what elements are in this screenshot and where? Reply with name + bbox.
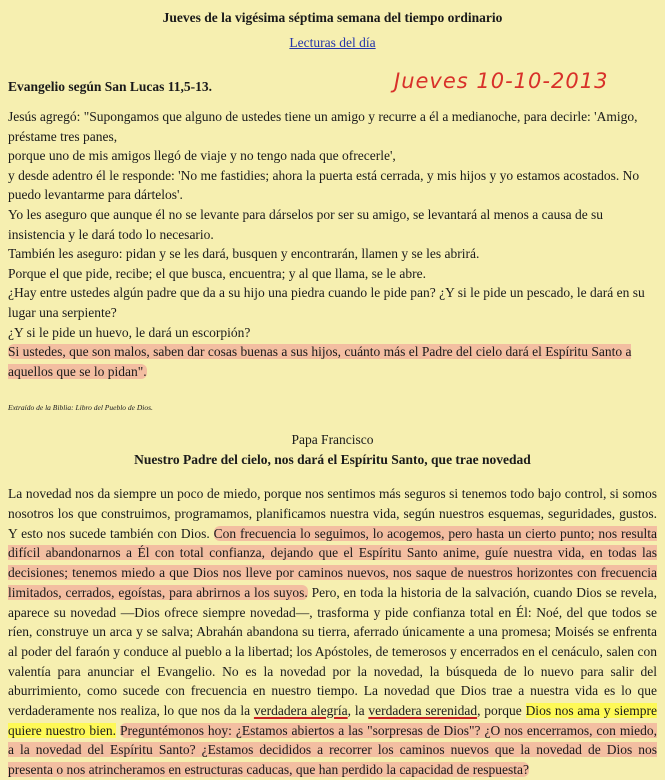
homily-segment: , la (347, 703, 369, 719)
homily-title: Nuestro Padre del cielo, nos dará el Espíritu Santo, que trae novedad (134, 452, 531, 468)
yellow-highlight: Dios nos ama y siempre quiere nuestro bien. (8, 703, 657, 738)
page-title: Jueves de la vigésima séptima semana del tiempo ordinario (162, 10, 503, 25)
gospel-line: Porque el que pide, recibe; el que busca, encuentra; y al que llama, se le abre. (8, 265, 426, 281)
source-note: Extraído de la Biblia: Libro del Pueblo de Dios. (8, 403, 153, 413)
readings-link[interactable]: Lecturas del día (289, 35, 376, 50)
gospel-header (8, 69, 657, 97)
gospel-highlighted-line (8, 342, 657, 381)
gospel-line: ¿Hay entre ustedes algún padre que da a su hijo una piedra cuando le pide pan? ¿Y si le pide un pescado, le dará en su lugar una serpiente? (8, 285, 645, 320)
gospel-line: y desde adentro él le responde: 'No me fastidies; ahora la puerta está cerrada, y mis hijos y yo estamos acostados. No puedo levantarme para dártelos'. (8, 167, 640, 203)
homily-segment: Pero, en toda la historia de la salvación, cuando Dios se revela, aparece su novedad —Dios ofrece siempre novedad—, trasforma y pide confianza total en Él: Noé, del que todos se ríen, construye un arca y se salva; Abrahán abandona su tierra, aferrado únicamente a una promesa; Moisés se enfrenta al poder del faraón y conduce al pueblo a la libertad; los Apóstoles, de temerosos y encerrados en el cenáculo, salen con valentía para anunciar el Evangelio. No es la novedad por la novedad, la búsqueda de lo nuevo para salir del aburrimiento, como sucede con frecuencia en nuestro tiempo. La novedad que Dios trae a nuestra vida es lo que verdaderamente nos realiza, lo que nos da la (8, 584, 658, 719)
homily-author: Papa Francisco (291, 432, 374, 448)
red-underline: verdadera alegría (253, 703, 348, 719)
gospel-line: Jesús agregó: "Supongamos que alguno de ustedes tiene un amigo y recurre a él a medianoche, para decirle: 'Amigo, préstame tres panes, (8, 109, 638, 144)
gospel-line: ¿Y si le pide un huevo, le dará un escorpión? (8, 324, 251, 340)
handwritten-date-annotation: Jueves 10-10-2013 (394, 69, 609, 93)
readings-link-container (8, 35, 657, 51)
homily-segment: , porque (477, 703, 526, 719)
gospel-text (8, 107, 657, 381)
gospel-line: Yo les aseguro que aunque él no se levante para dárselos por ser su amigo, se levantará al menos a causa de su insistencia y le dará todo lo necesario. (8, 206, 604, 242)
pink-highlight: Preguntémonos hoy: ¿Estamos abiertos a las "sorpresas de Dios"? ¿O nos encerramos, con miedo, a la novedad del Espíritu Santo? ¿Estamos decididos a recorrer los caminos nuevos que la novedad de Dios nos presenta o nos atrincheramos en estructuras caducas, que han perdido la capacidad de respuesta? (8, 722, 657, 778)
gospel-line: porque uno de mis amigos llegó de viaje y no tengo nada que ofrecerle', (8, 148, 396, 164)
gospel-line: También les aseguro: pidan y se les dará, busquen y encontrarán, llamen y se les abrirá. (8, 246, 480, 262)
gospel-title: Evangelio según San Lucas 11,5-13. (8, 79, 213, 94)
red-underline: verdadera serenidad (368, 703, 478, 719)
pink-highlight: Con frecuencia lo seguimos, lo acogemos, pero hasta un cierto punto; nos resulta difícil abandonarnos a Él con total confianza, dejando que el Espíritu Santo anime, guíe nuestra vida, en todas las decisiones; tenemos miedo a que Dios nos lleve por caminos nuevos, nos saque de nuestros horizontes con frecuencia limitados, cerrados, egoístas, para abrirnos a los suyos. (8, 525, 657, 600)
homily-text (8, 484, 657, 780)
homily-segment: La novedad nos da siempre un poco de miedo, porque nos sentimos más seguros si tenemos todo bajo control, si somos nosotros los que construimos, programamos, planificamos nuestra vida, según nuestros esquemas, seguridades, gustos. Y esto nos sucede también con Dios. (8, 486, 657, 541)
pink-highlight: Si ustedes, que son malos, saben dar cosas buenas a sus hijos, cuánto más el Padre del cielo dará el Espíritu Santo a aquellos que se lo pidan". (8, 344, 632, 379)
